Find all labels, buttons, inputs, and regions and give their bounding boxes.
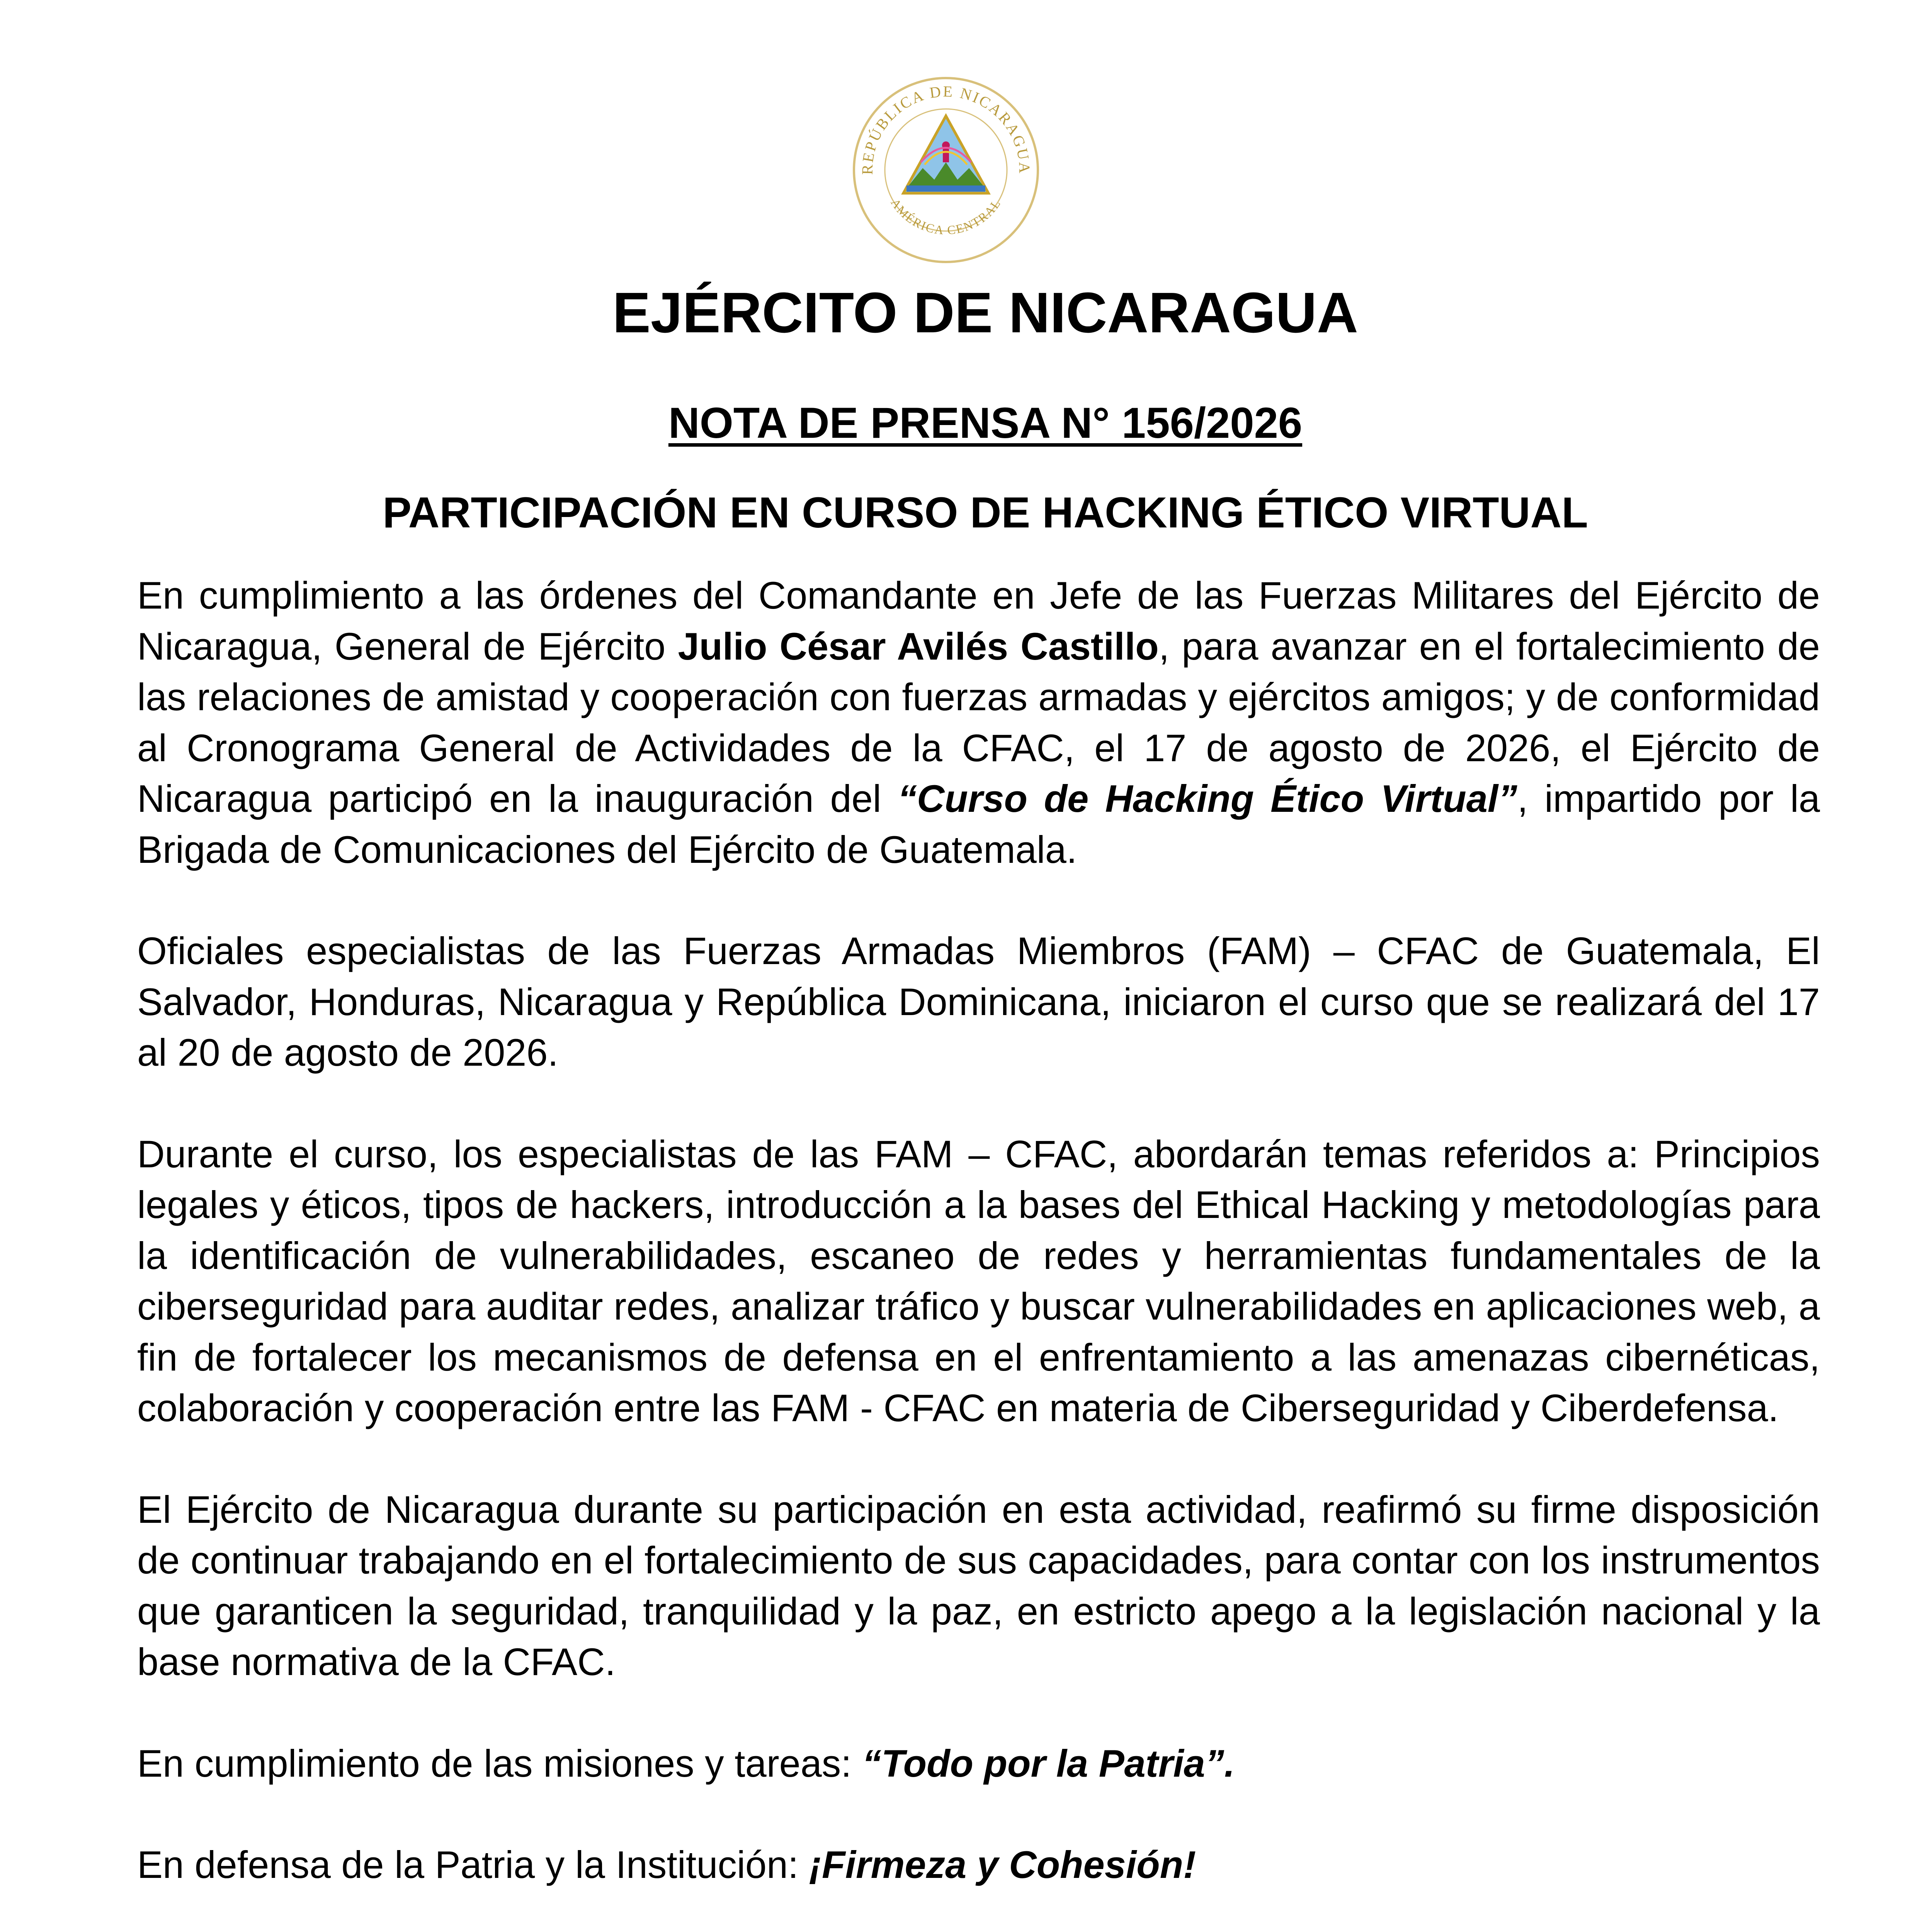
paragraph-3: Durante el curso, los especialistas de las FAM – CFAC, abordarán temas referidos a: Principios legales y éticos, tipos de hackers, introducción a la bases del Ethical Hacking y metodologías para la identificación de vulnerabilidades, escaneo de redes y herramientas fundamentales de la ciberseguridad para auditar redes, analizar tráfico y buscar vulnerabilidades en aplicaciones web, a fin de fortalecer los mecanismos de defensa en el enfrentamiento a las amenazas cibernéticas, colaboración y cooperación entre las FAM - CFAC en materia de Ciberseguridad y Ciberdefensa. [137,1132,1820,1429]
paragraph-motto-1: En cumplimiento de las misiones y tareas: “Todo por la Patria”. [137,1742,1235,1785]
page-title: EJÉRCITO DE NICARAGUA [612,281,1358,345]
paragraph-motto-2: En defensa de la Patria y la Institución: ¡Firmeza y Cohesión! [137,1843,1196,1886]
press-note-subject: PARTICIPACIÓN EN CURSO DE HACKING ÉTICO VIRTUAL [383,488,1588,537]
nicaragua-coat-of-arms-icon [845,70,1046,270]
paragraph-1: En cumplimiento a las órdenes del Comandante en Jefe de las Fuerzas Militares del Ejército de Nicaragua, General de Ejército Julio César Avilés Castillo, para avanzar en el fortalecimiento de las relaciones de amistad y cooperación con fuerzas armadas y ejércitos amigos; y de conformidad al Cronograma General de Actividades de la CFAC, el 17 de agosto de 2026, el Ejército de Nicaragua participó en la inauguración del “Curso de Hacking Ético Virtual”, impartido por la Brigada de Comunicaciones del Ejército de Guatemala. [137,574,1820,871]
motto-firmeza-cohesion: ¡Firmeza y Cohesión! [809,1843,1196,1886]
motto-todo-por-la-patria: “Todo por la Patria”. [862,1742,1235,1785]
paragraph-2: Oficiales especialistas de las Fuerzas Armadas Miembros (FAM) – CFAC de Guatemala, El Salvador, Honduras, Nicaragua y República Dominicana, iniciaron el curso que se realizará del 17 al 20 de agosto de 2026. [137,929,1820,1074]
commander-name: Julio César Avilés Castillo [678,624,1159,668]
svg-text:AMÉRICA CENTRAL: AMÉRICA CENTRAL [888,196,1004,237]
press-release-body [137,570,1820,1932]
course-name: “Curso de Hacking Ético Virtual” [898,777,1517,820]
paragraph-4: El Ejército de Nicaragua durante su participación en esta actividad, reafirmó su firme disposición de continuar trabajando en el fortalecimiento de sus capacidades, para contar con los instrumentos que garanticen la seguridad, tranquilidad y la paz, en estricto apego a la legislación nacional y la base normativa de la CFAC. [137,1488,1820,1683]
press-note-number: NOTA DE PRENSA N° 156/2026 [668,399,1303,447]
svg-text:REPÚBLICA DE NICARAGUA: REPÚBLICA DE NICARAGUA [858,82,1034,175]
